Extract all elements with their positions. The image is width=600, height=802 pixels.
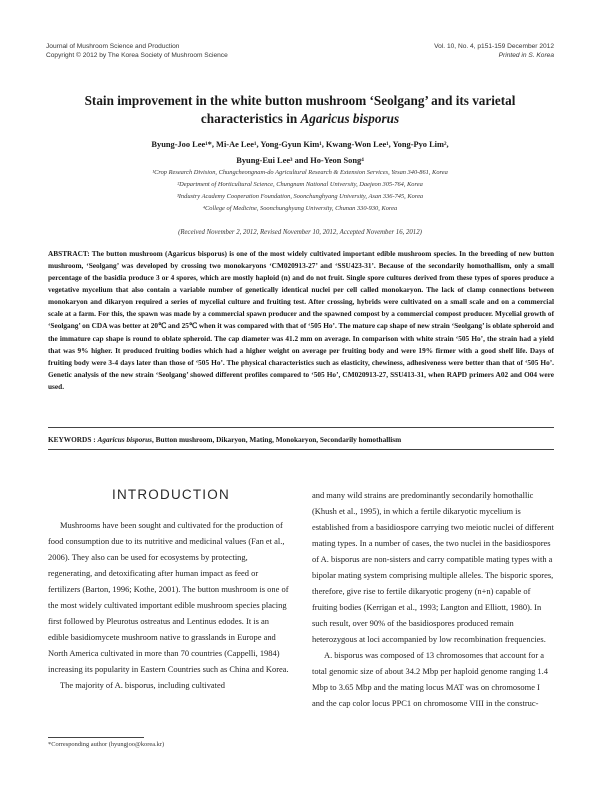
- paragraph: Mushrooms have been sought and cultivated for the production of food consumption due to its nutritive and medicinal values (Fan et al., 2006). They also can be used for ecosystems by protecting, regenerating, and detoxificating after human impact as feed or fertilizers (Barton, 1996; Kothe, 2001). The button mushroom is one of the most widely cultivated important edible mushroom species placing first followed by Pleurotus ostreatus and Lentinus edodes. It is an edible basidiomycete mushroom native to grasslands in Europe and North America cultivated in more than 70 countries (Cappelli, 1984) increasing its popularity in Eastern Countries such as China and Korea.: [48, 520, 289, 674]
- intro-left-column: [48, 517, 290, 693]
- affiliations: [40, 167, 560, 215]
- keywords-top-rule: [48, 427, 554, 428]
- paragraph: A. bisporus was composed of 13 chromosomes that account for a total genomic size of about 34.2 Mbp per haploid genome ranging 1.4 Mbp to 3.65 Mbp and the mating locus MAT was on chromosome I and the cap color locus PPC1 on chromosome VIII in the construc-: [312, 650, 548, 708]
- section-heading-introduction: INTRODUCTION: [112, 487, 230, 502]
- abstract: [48, 248, 554, 393]
- abstract-label: ABSTRACT:: [48, 249, 90, 258]
- received-dates: (Received November 2, 2012, Revised November 10, 2012, Accepted November 16, 2012): [178, 229, 422, 236]
- copyright-line: Copyright © 2012 by The Korea Society of Mushroom Science: [46, 52, 228, 59]
- title-species: Agaricus bisporus: [300, 111, 400, 126]
- footnote-divider: [48, 737, 144, 738]
- keywords-list: , Button mushroom, Dikaryon, Mating, Monokaryon, Secondarily homothallism: [152, 435, 402, 444]
- title-line-2: [40, 110, 560, 128]
- author-list: [40, 137, 560, 169]
- article-title: [40, 92, 560, 128]
- authors-line-1: Byung-Joo Lee¹*, Mi-Ae Lee¹, Yong-Gyun Kim¹, Kwang-Won Lee¹, Yong-Pyo Lim²,: [151, 140, 449, 149]
- keywords: [48, 434, 554, 445]
- affiliation-4: ⁴College of Medicine, Soonchunghyang University, Chunan 330-930, Korea: [202, 205, 398, 213]
- paragraph: The majority of A. bisporus, including cultivated: [60, 680, 225, 690]
- printed-location: Printed in S. Korea: [498, 52, 554, 59]
- volume-info: Vol. 10, No. 4, p151-159 December 2012: [434, 43, 554, 50]
- corresponding-author-footnote: *Corresponding author (hyungjoo@korea.kr): [48, 741, 165, 748]
- issue-header: [434, 42, 554, 60]
- keywords-label: KEYWORDS :: [48, 435, 96, 444]
- journal-header: [46, 42, 228, 60]
- abstract-text: The button mushroom (Agaricus bisporus) is one of the most widely cultivated important edible mushroom species. In the breeding of new button mushroom, ‘Seolgang’ was developed by crossing two monokaryons ‘CM020913-27’ and ‘SSU423-31’. Because of the secondarily homothallism, only a small percentage of the basidia produce 3 or 4 spores, which are mostly haploid (n) and do not fruit. Single spore cultures derived from these types of spores produce a vegetative mycelium that also contain a variable number of genetically identical nuclei per cell called monokaryon. The lack of clamp connections between monokaryon and dikaryon required a series of mycelial culture and fruiting test. After crossing, hybrids were cultivated on a small scale and on a commercial scale at a farm. For this, the spawn was made by a commercial spawn producer and the spawned compost by a commercial compost producer. Mycelial growth of ‘Seolgang’ on CDA was better at 20℃ and 25℃ when it was compared with that of ‘505 Ho’. The mature cap shape of new strain ‘Seolgang’ is oblate spheroid and the immature cap shape is round to oblate spheroid. The cap diameter was 41.2 mm on average. In comparison with white strain ‘505 Ho’, the strain had a yield that was 9% higher. It produced fruiting bodies which had a higher weight on average per fruiting body and were 19% firmer with a good shelf life. Days of fruiting body were 3-4 days later than those of ‘505 Ho’. The physical characteristics such as elasticity, chewiness, adhesiveness were better than that of ‘505 Ho’. Genetic analysis of the new strain ‘Seolgang’ showed different profiles compared to ‘505 Ho’, CM020913-27, SSU413-31, when RAPD primers A02 and O04 were used.: [48, 249, 554, 391]
- title-line-1: Stain improvement in the white button mushroom ‘Seolgang’ and its varietal: [84, 93, 516, 108]
- authors-line-2: Byung-Eui Lee³ and Ho-Yeon Song⁴: [236, 156, 364, 165]
- intro-right-column: [312, 487, 554, 711]
- affiliation-2: ²Department of Horticultural Science, Chungnam National University, Daejeon 305-764, Korea: [177, 181, 423, 189]
- affiliation-3: ³Industry Academy Cooperation Foundation, Soonchunghyang University, Asan 336-745, Korea: [176, 193, 424, 201]
- title-line-2-prefix: characteristics in: [200, 111, 301, 126]
- keywords-bottom-rule: [48, 449, 554, 450]
- affiliation-1: ¹Crop Research Division, Chungcheongnam-do Agricultural Research & Extension Services, Yesan 340-861, Korea: [152, 169, 448, 176]
- paragraph: and many wild strains are predominantly secondarily homothallic (Khush et al., 1995), in which a fertile dikaryotic mycelium is established from a basidiospore carrying two meiotic nuclei of different mating types. In a number of cases, the two nuclei in the basidiospores of A. bisporus are non-sisters and carry compatible mating types with a bipolar mating system comprising multiple alleles. The bisporic spores, therefore, give rise to fertile dikaryotic progeny (n+n) capable of fruiting bodies (Kerrigan et al., 1993; Langton and Elliott, 1980). In such result, over 90% of the basidiospores produced remain heterozygous at loci accompanied by low recombination frequencies.: [312, 490, 554, 644]
- journal-name: Journal of Mushroom Science and Production: [46, 43, 180, 50]
- keywords-species: Agaricus bisporus: [97, 435, 153, 444]
